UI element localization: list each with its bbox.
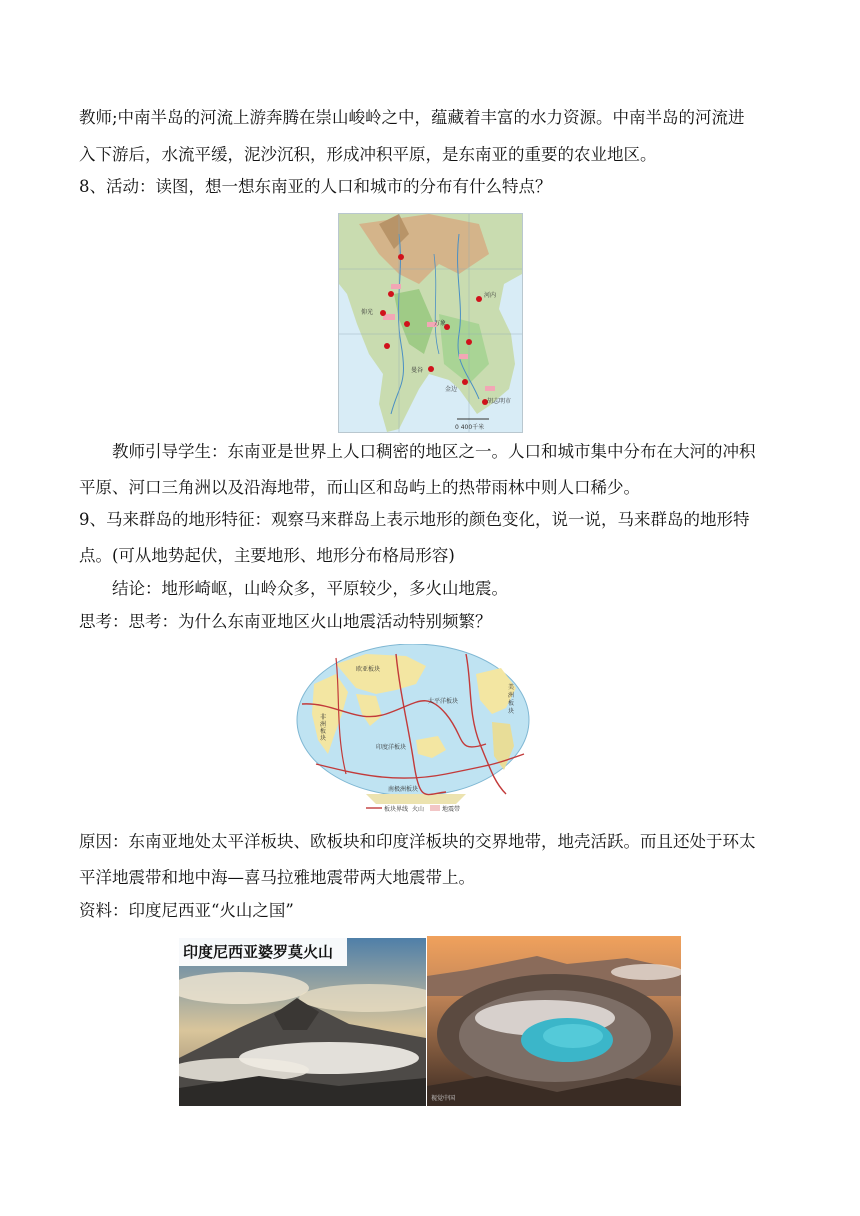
ijen-scene	[427, 936, 681, 1106]
southeast-asia-population-map	[338, 213, 523, 433]
city-dot	[462, 379, 468, 385]
material-heading: 资料：印度尼西亚“火山之国”	[79, 901, 294, 920]
city-label-ho-chi-minh: 胡志明市	[487, 398, 512, 405]
legend-volcano: 火山	[412, 806, 425, 812]
paragraph-malay-line1: 9、马来群岛的地形特征：观察马来群岛上表示地形的颜色变化，说一说，马来群岛的地形特	[79, 510, 750, 529]
activity-question: 8、活动：读图，想一想东南亚的人口和城市的分布有什么特点？	[79, 177, 552, 196]
paragraph-reason-line1: 原因：东南亚地处太平洋板块、欧板块和印度洋板块的交界地带，地壳活跃。而且还处于环太	[79, 832, 756, 851]
ijen-watermark: 视觉中国	[431, 1095, 456, 1102]
plate-label-american: 美洲板块	[508, 684, 515, 715]
city-dot	[404, 321, 410, 327]
city-dot	[388, 291, 394, 297]
paragraph-population-line2: 平原、河口三角洲以及沿海地带，而山区和岛屿上的热带雨林中则人口稀少。	[79, 478, 640, 497]
world-plate-map	[296, 644, 530, 812]
plate-label-eurasian: 欧亚板块	[356, 666, 381, 673]
city-label-hanoi: 河内	[484, 292, 497, 299]
plate-label-african: 非洲板块	[320, 714, 327, 742]
ijen-crater-photo	[427, 936, 681, 1106]
plate-label-antarctic: 南极洲板块	[388, 786, 419, 793]
city-dot	[380, 310, 386, 316]
city-dot	[428, 366, 434, 372]
legend-quake-zone: 地震带	[442, 806, 461, 812]
city-label-phnom-penh: 金边	[445, 386, 458, 393]
plate-label-indian-ocean: 印度洋板块	[376, 744, 407, 751]
city-dot	[398, 254, 404, 260]
map-scale-label: 0 400千米	[455, 424, 485, 431]
city-dot	[466, 339, 472, 345]
city-label-yangon: 仰光	[361, 309, 374, 316]
paragraph-rivers-line2: 入下游后，水流平缓，泥沙沉积，形成冲积平原，是东南亚的重要的农业地区。	[79, 145, 657, 164]
city-label-vientiane: 万象	[434, 320, 447, 327]
paragraph-rivers-line1: 教师;中南半岛的河流上游奔腾在崇山峻岭之中，蕴藏着丰富的水力资源。中南半岛的河流进	[79, 108, 745, 127]
plate-label-pacific: 太平洋板块	[428, 698, 459, 705]
legend-boundary: 板块界线	[384, 806, 409, 812]
paragraph-reason-line2: 平洋地震带和地中海—喜马拉雅地震带两大地震带上。	[79, 868, 475, 887]
city-dot	[384, 343, 390, 349]
thinking-question: 思考：思考：为什么东南亚地区火山地震活动特别频繁？	[79, 612, 492, 631]
conclusion-text: 结论：地形崎岖，山岭众多，平原较少，多火山地震。	[112, 579, 508, 598]
paragraph-malay-line2: 点。(可从地势起伏，主要地形、地形分布格局形容)	[79, 546, 455, 565]
city-dot	[476, 296, 482, 302]
city-label-bangkok: 曼谷	[411, 367, 424, 374]
paragraph-population-line1: 教师引导学生：东南亚是世界上人口稠密的地区之一。人口和城市集中分布在大河的冲积	[112, 442, 756, 461]
bromo-photo-title: 印度尼西亚婆罗莫火山	[179, 938, 347, 966]
bromo-volcano-photo	[179, 938, 426, 1106]
